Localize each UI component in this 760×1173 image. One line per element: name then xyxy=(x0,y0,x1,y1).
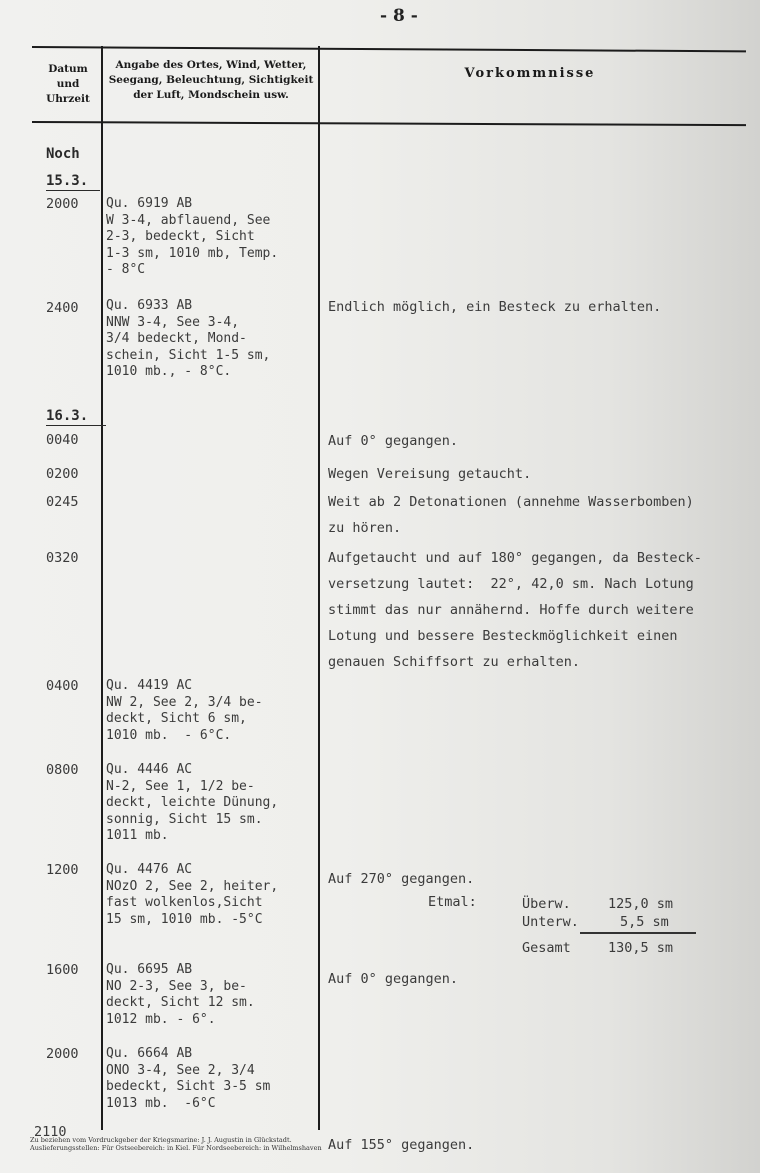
etmal-row-name: Überw. xyxy=(522,896,571,912)
event-0320: Aufgetaucht und auf 180° gegangen, da Besteck- versetzung lautet: 22°, 42,0 sm. Nach Lotung stimmt das nur annähernd. Hoffe durch weitere Lotung und bessere Besteckmöglichkeit einen genauen Schiffsort zu erhalten. xyxy=(328,550,702,670)
etmal-row-value: 130,5 sm xyxy=(608,940,674,956)
header-location-weather: Angabe des Ortes, Wind, Wetter, Seegang, Beleuchtung, Sichtigkeit der Luft, Mondschein usw. xyxy=(108,59,314,101)
time-0040: 0040 xyxy=(46,432,79,448)
time-2400: 2400 xyxy=(46,300,79,316)
etmal-row-name: Gesamt xyxy=(522,940,571,956)
weather-2000-a: Qu. 6919 AB W 3-4, abflauend, See 2-3, bedeckt, Sicht 1-3 sm, 1010 mb, Temp. - 8°C xyxy=(106,196,279,277)
weather-2000-b: Qu. 6664 AB ONO 3-4, See 2, 3/4 bedeckt, Sicht 3-5 sm 1013 mb. -6°C xyxy=(106,1046,271,1111)
page-number: - 8 - xyxy=(380,6,418,26)
weather-1600: Qu. 6695 AB NO 2-3, See 3, be- deckt, Sicht 12 sm. 1012 mb. - 6°. xyxy=(106,962,255,1027)
etmal-row-name: Unterw. xyxy=(522,914,579,930)
time-1600: 1600 xyxy=(46,962,79,978)
etmal-row-value: 5,5 sm xyxy=(620,914,669,930)
event-1600: Auf 0° gegangen. xyxy=(328,971,459,987)
time-0245: 0245 xyxy=(46,494,79,510)
column-divider-1 xyxy=(101,46,103,1130)
event-0040: Auf 0° gegangen. xyxy=(328,433,459,449)
etmal-sum-rule xyxy=(580,932,696,934)
weather-0400: Qu. 4419 AC NW 2, See 2, 3/4 be- deckt, Sicht 6 sm, 1010 mb. - 6°C. xyxy=(106,678,263,743)
date-15-3: 15.3. xyxy=(46,173,100,191)
header-top-rule xyxy=(32,46,746,52)
etmal-row-value: 125,0 sm xyxy=(608,896,674,912)
event-2110: Auf 155° gegangen. xyxy=(328,1137,475,1153)
time-1200: 1200 xyxy=(46,862,79,878)
date-16-3: 16.3. xyxy=(46,408,106,426)
etmal-label: Etmal: xyxy=(428,894,477,910)
date-noch: Noch xyxy=(46,146,80,162)
time-2000-b: 2000 xyxy=(46,1046,79,1062)
header-date-time: Datum und Uhrzeit xyxy=(46,63,90,105)
time-0200: 0200 xyxy=(46,466,79,482)
event-0200: Wegen Vereisung getaucht. xyxy=(328,466,532,482)
time-0800: 0800 xyxy=(46,762,79,778)
event-0245: Weit ab 2 Detonationen (annehme Wasserbomben) zu hören. xyxy=(328,494,694,536)
column-divider-2 xyxy=(318,46,320,1130)
time-2000-a: 2000 xyxy=(46,196,79,212)
weather-1200: Qu. 4476 AC NOzO 2, See 2, heiter, fast wolkenlos,Sicht 15 sm, 1010 mb. -5°C xyxy=(106,862,279,927)
weather-0800: Qu. 4446 AC N-2, See 1, 1/2 be- deckt, leichte Dünung, sonnig, Sicht 15 sm. 1011 mb. xyxy=(106,762,279,843)
event-2400: Endlich möglich, ein Besteck zu erhalten. xyxy=(328,299,662,315)
header-events: Vorkommnisse xyxy=(464,66,596,81)
weather-2400: Qu. 6933 AB NNW 3-4, See 3-4, 3/4 bedeckt, Mond- schein, Sicht 1-5 sm, 1010 mb., - 8°C. xyxy=(106,298,271,379)
header-bottom-rule xyxy=(32,121,746,126)
event-1200: Auf 270° gegangen. xyxy=(328,871,475,887)
time-2110: 2110 xyxy=(34,1124,67,1140)
time-0320: 0320 xyxy=(46,550,79,566)
time-0400: 0400 xyxy=(46,678,79,694)
printer-footer: Zu beziehen vom Vordruckgeber der Kriegsmarine: J. J. Augustin in Glückstadt. Auslieferungsstellen: Für Ostseebereich: in Kiel. Für Nordseebereich: in Wilhelmshaven xyxy=(30,1136,322,1152)
